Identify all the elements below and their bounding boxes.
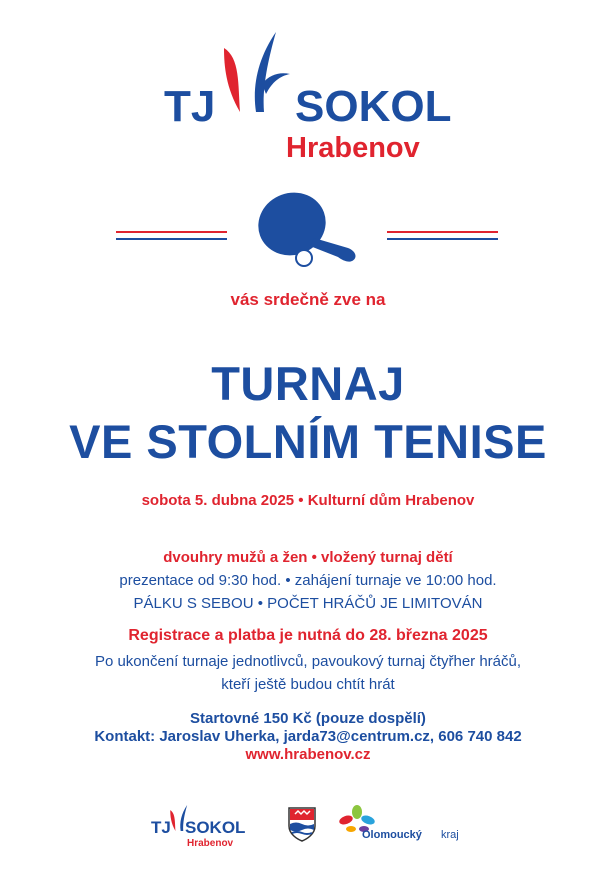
registration-text: Registrace a platba je nutná do 28. března 2025 xyxy=(128,627,488,644)
logo-tj: TJ xyxy=(164,82,216,131)
footer-town: Hrabenov xyxy=(187,838,234,849)
footer-tj: TJ xyxy=(151,818,171,837)
bring-text: PÁLKU S SEBOU • POČET HRÁČŮ JE LIMITOVÁN xyxy=(133,595,483,612)
website-link[interactable]: www.hrabenov.cz xyxy=(245,746,371,763)
logo-town: Hrabenov xyxy=(286,132,420,164)
table-tennis-paddle-icon xyxy=(252,188,362,270)
footer-sokol: SOKOL xyxy=(185,818,246,837)
categories-text: dvouhry mužů a žen • vložený turnaj dětí xyxy=(163,549,453,566)
title-line-2: VE STOLNÍM TENISE xyxy=(69,415,547,468)
invite-text: vás srdečně zve na xyxy=(230,290,386,309)
title-line-1: TURNAJ xyxy=(211,357,405,410)
doubles-text-1: Po ukončení turnaje jednotlivců, pavoukový turnaj čtyřher hráčů, xyxy=(94,653,522,670)
right-divider xyxy=(387,231,498,233)
kraj-name: Olomoucký xyxy=(362,829,422,841)
left-divider xyxy=(116,231,227,233)
main-logo xyxy=(0,0,616,170)
right-divider-2 xyxy=(387,238,498,240)
fee-text: Startovné 150 Kč (pouze dospělí) xyxy=(190,710,426,727)
left-divider-2 xyxy=(116,238,227,240)
schedule-text: prezentace od 9:30 hod. • zahájení turnaje ve 10:00 hod. xyxy=(119,572,497,589)
logo-sokol: SOKOL xyxy=(295,82,452,131)
coat-of-arms-icon xyxy=(287,806,317,842)
sokol-bird-icon xyxy=(214,14,294,124)
kraj-word: kraj xyxy=(441,829,459,841)
date-place: sobota 5. dubna 2025 • Kulturní dům Hrabenov xyxy=(141,492,475,509)
doubles-text-2: kteří ještě budou chtít hrát xyxy=(221,676,395,693)
contact-text: Kontakt: Jaroslav Uherka, jarda73@centrum.cz, 606 740 842 xyxy=(94,728,522,745)
